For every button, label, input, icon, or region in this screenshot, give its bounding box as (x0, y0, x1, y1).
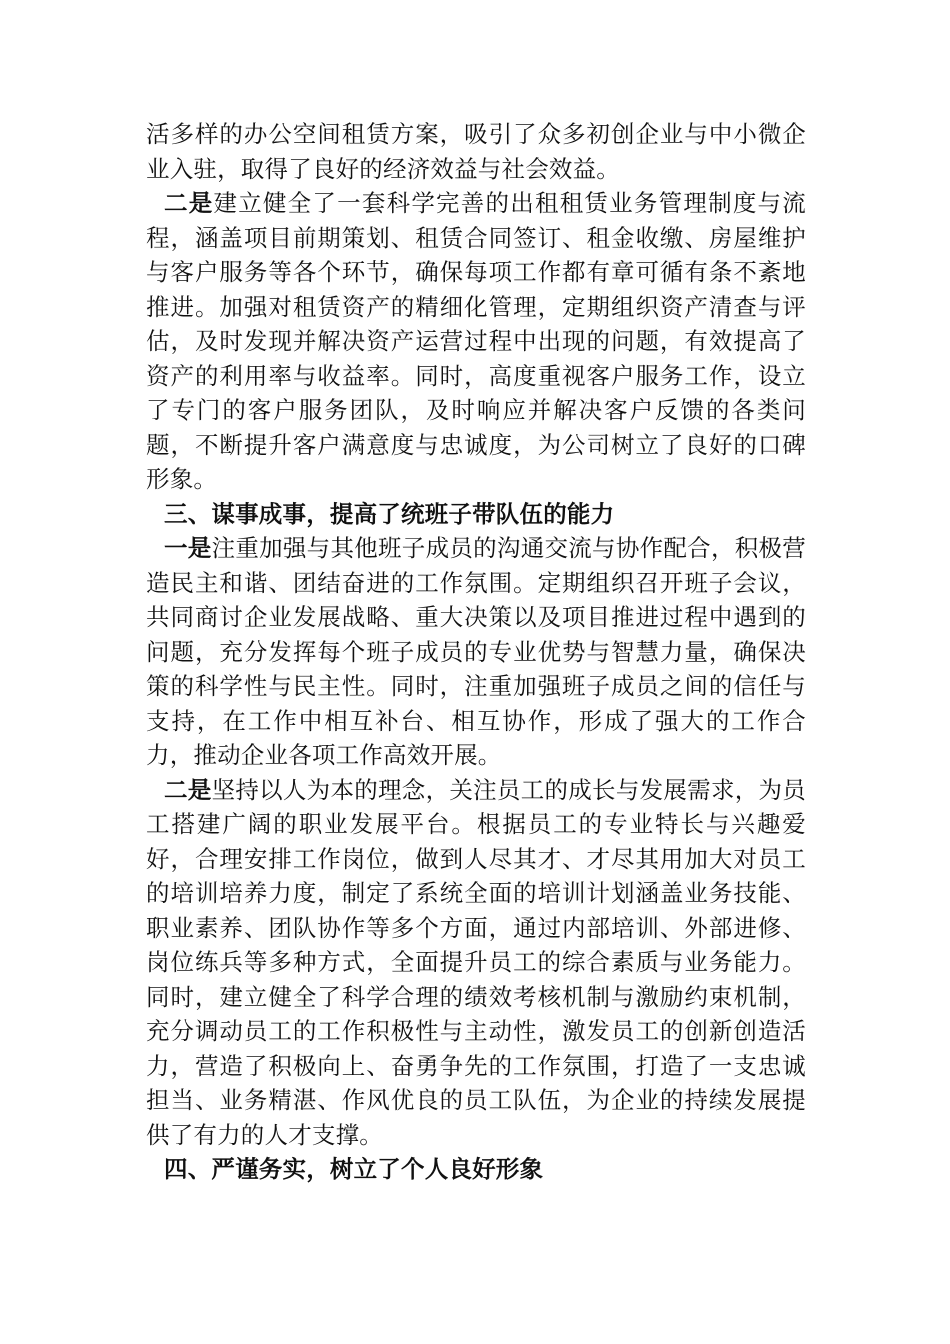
paragraph-continued (146, 117, 806, 186)
paragraph-text: 坚持以人为本的理念，关注员工的成长与发展需求，为员工搭建广阔的职业发展平台。根据员工的专业特长与兴趣爱好，合理安排工作岗位，做到人尽其才、才尽其用加大对员工的培训培养力度，制定了系统全面的培训计划涵盖业务技能、职业素养、团队协作等多个方面，通过内部培训、外部进修、岗位练兵等多种方式，全面提升员工的综合素质与业务能力。同时，建立健全了科学合理的绩效考核机制与激励约束机制，充分调动员工的工作积极性与主动性，激发员工的创新创造活力，营造了积极向上、奋勇争先的工作氛围，打造了一支忠诚担当、业务精湛、作风优良的员工队伍，为企业的持续发展提供了有力的人才支撑。 (146, 775, 806, 1149)
document-page (146, 117, 806, 1187)
paragraph-text: 活多样的办公空间租赁方案，吸引了众多初创企业与中小微企业入驻，取得了良好的经济效益与社会效益。 (146, 120, 806, 183)
paragraph-point-two-leasing (146, 186, 806, 497)
paragraph-lead: 二是 (164, 189, 214, 217)
paragraph-lead: 二是 (164, 775, 212, 804)
paragraph-text: 注重加强与其他班子成员的沟通交流与协作配合，积极营造民主和谐、团结奋进的工作氛围。定期组织召开班子会议，共同商讨企业发展战略、重大决策以及项目推进过程中遇到的问题，充分发挥每个班子成员的专业优势与智慧力量，确保决策的科学性与民主性。同时，注重加强班子成员之间的信任与支持，在工作中相互补台、相互协作，形成了强大的工作合力，推动企业各项工作高效开展。 (146, 534, 806, 769)
paragraph-text: 建立健全了一套科学完善的出租租赁业务管理制度与流程，涵盖项目前期策划、租赁合同签订、租金收缴、房屋维护与客户服务等各个环节，确保每项工作都有章可循有条不紊地推进。加强对租赁资产的精细化管理，定期组织资产清查与评估，及时发现并解决资产运营过程中出现的问题，有效提高了资产的利用率与收益率。同时，高度重视客户服务工作，设立了专门的客户服务团队，及时响应并解决客户反馈的各类问题，不断提升客户满意度与忠诚度，为公司树立了良好的口碑形象。 (146, 189, 806, 493)
paragraph-lead: 一是 (164, 534, 212, 562)
section-heading-three: 三、谋事成事，提高了统班子带队伍的能力 (164, 499, 615, 528)
paragraph-point-two-staff (146, 773, 806, 1153)
section-heading-four: 四、严谨务实，树立了个人良好形象 (164, 1155, 544, 1183)
paragraph-point-one-team (146, 531, 806, 773)
